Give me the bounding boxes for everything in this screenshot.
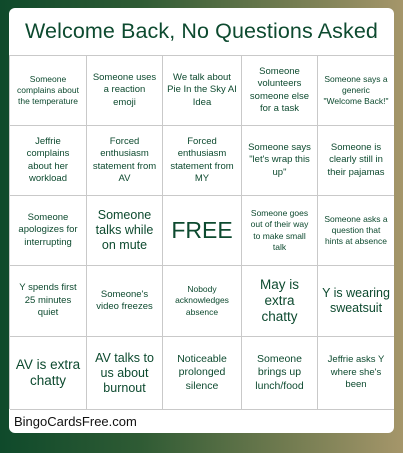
bingo-card [9,8,394,433]
bingo-cell[interactable]: Jeffrie complains about her workload [10,126,87,196]
bingo-cell[interactable]: Someone goes out of their way to make small talk [242,196,318,266]
bingo-cell[interactable]: AV talks to us about burnout [87,337,163,410]
bingo-cell[interactable]: Someone asks a question that hints at absence [318,196,394,266]
bingo-cell[interactable]: Someone volunteers someone else for a task [242,56,318,126]
bingo-cell[interactable]: Someone apologizes for interrupting [10,196,87,266]
bingo-cell[interactable]: AV is extra chatty [10,337,87,410]
bingo-cell[interactable]: We talk about Pie In the Sky AI Idea [163,56,242,126]
card-title: Welcome Back, No Questions Asked [25,18,378,43]
bingo-cell[interactable]: Someone's video freezes [87,266,163,337]
bingo-cell[interactable]: Someone says a generic "Welcome Back!" [318,56,394,126]
brand-footer: BingoCardsFree.com [14,414,137,429]
bingo-cell[interactable]: Someone talks while on mute [87,196,163,266]
bingo-cell[interactable]: Someone complains about the temperature [10,56,87,126]
bingo-cell[interactable]: Nobody acknowledges absence [163,266,242,337]
bingo-grid [9,55,394,409]
bingo-cell[interactable]: Someone is clearly still in their pajamas [318,126,394,196]
bingo-cell[interactable]: Someone brings up lunch/food [242,337,318,410]
bingo-cell[interactable]: Jeffrie asks Y where she's been [318,337,394,410]
bingo-cell[interactable]: May is extra chatty [242,266,318,337]
bingo-cell[interactable]: Someone says "let's wrap this up" [242,126,318,196]
bingo-cell[interactable]: Forced enthusiasm statement from MY [163,126,242,196]
bingo-cell[interactable]: Forced enthusiasm statement from AV [87,126,163,196]
bingo-cell[interactable]: Noticeable prolonged silence [163,337,242,410]
bingo-free-space[interactable]: FREE [163,196,242,266]
bingo-cell[interactable]: Someone uses a reaction emoji [87,56,163,126]
bingo-cell[interactable]: Y spends first 25 minutes quiet [10,266,87,337]
bingo-cell[interactable]: Y is wearing sweatsuit [318,266,394,337]
